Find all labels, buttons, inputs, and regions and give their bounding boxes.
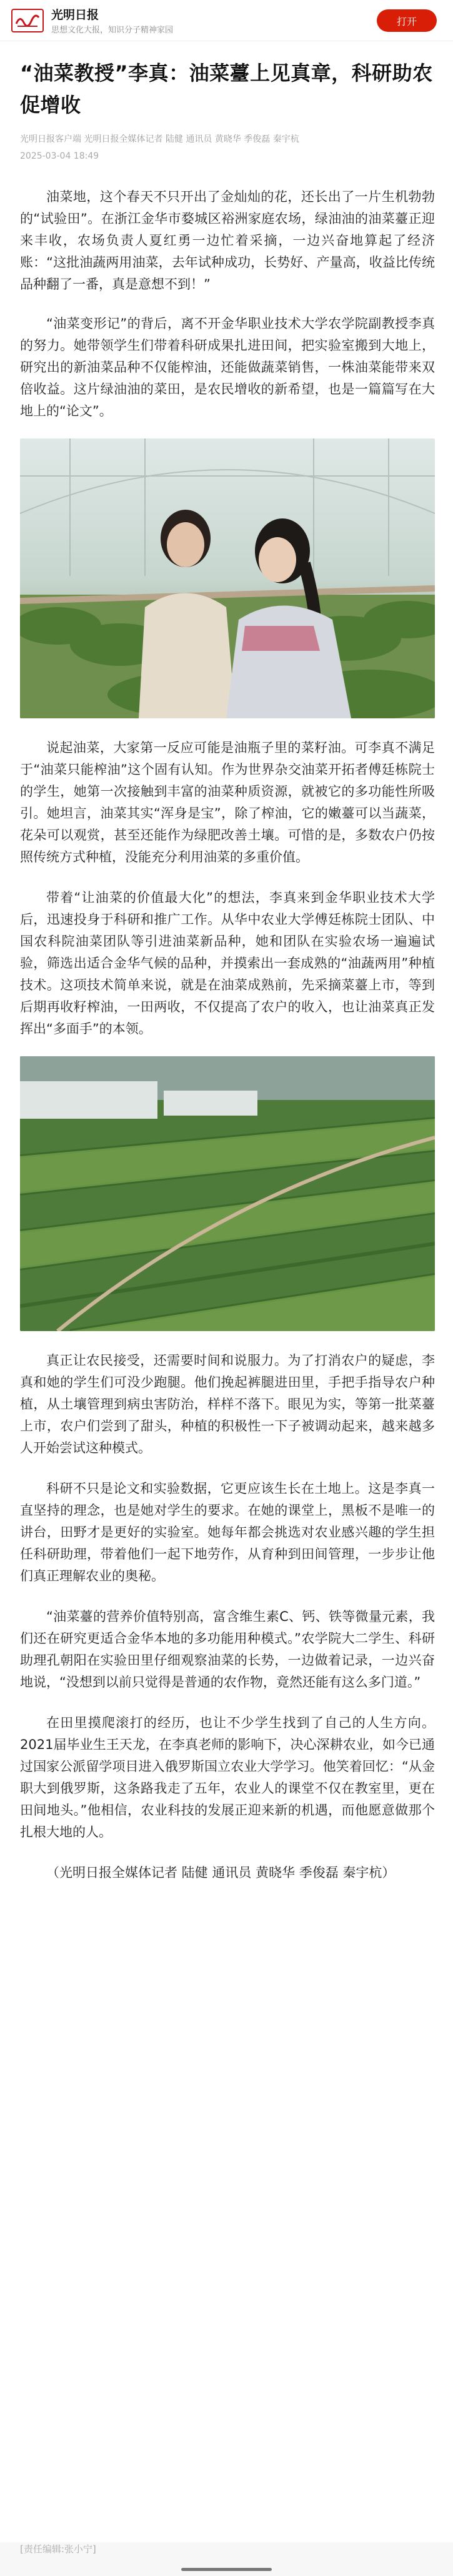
article bbox=[20, 57, 435, 1884]
article-paragraph: 在田里摸爬滚打的经历，也让不少学生找到了自己的人生方向。2021届毕业生王天龙，在李真老师的影响下，决心深耕农业，如今已通过国家公派留学项目进入俄罗斯国立农业大学学习。他笑着回忆：“从金职大到俄罗斯，这条路我走了五年，农业人的课堂不仅在教室里，更在田间地头。”他相信，农业科技的发展正迎来新的机遇，而他愿意做那个扎根大地的人。 bbox=[20, 1715, 435, 1840]
article-paragraph: “油菜变形记”的背后，离不开金华职业技术大学农学院副教授李真的努力。她带领学生们带着科研成果扎进田间，把实验室搬到大地上，研究出的新油菜品种不仅能榨油，还能做蔬菜销售，一株油菜能带来双倍收益。这片绿油油的菜田，是农民增收的新希望，也是一篇篇写在大地上的“论文”。 bbox=[20, 316, 435, 419]
article-date: 2025-03-04 18:49 bbox=[20, 151, 99, 161]
article-byline: 光明日报客户端 光明日报全媒体记者 陆健 通讯员 黄晓华 季俊磊 秦宇杭 bbox=[20, 134, 299, 144]
article-paragraph: 科研不只是论文和实验数据，它更应该生长在土地上。这是李真一直坚持的理念，也是她对学生的要求。在她的课堂上，黑板不是唯一的讲台，田野才是更好的实验室。她每年都会挑选对农业感兴趣的学生担任科研助理，带着他们一起下地劳作，从育种到田间管理，一步步让他们真正理解农业的奥秘。 bbox=[20, 1481, 435, 1583]
app-slogan: 思想文化大报，知识分子精神家园 bbox=[51, 26, 174, 35]
app-name: 光明日报 bbox=[51, 8, 99, 22]
aerial-field-photo bbox=[20, 1056, 435, 1331]
article-paragraph: 带着“让油菜的价值最大化”的想法，李真来到金华职业技术大学后，迅速投身于科研和推广工作。从华中农业大学傅廷栋院士团队、中国农科院油菜团队等引进油菜新品种，她和团队在实验农场一遍遍试验，筛选出适合金华气候的品种，并摸索出一套成熟的“油蔬两用”种植技术。这项技术简单来说，就是在油菜成熟前，先采摘菜薹上市，等到后期再收籽榨油，一田两收，不仅提高了农户的收入，也让油菜真正发挥出“多面手”的本领。 bbox=[20, 890, 435, 1036]
article-title: “油菜教授”李真：油菜薹上见真章，科研助农促增收 bbox=[20, 61, 433, 117]
article-paragraph: 说起油菜，大家第一反应可能是油瓶子里的菜籽油。可李真不满足于“油菜只能榨油”这个固有认知。作为世界杂交油菜开拓者傅廷栋院士的学生，她第一次接触到丰富的油菜种质资源，就被它的多功能性所吸引。她坦言，油菜其实“浑身是宝”，除了榨油，它的嫩薹可以当蔬菜，花朵可以观赏，甚至还能作为绿肥改善土壤。可惜的是，多数农户仍按照传统方式种植，没能充分利用油菜的多重价值。 bbox=[20, 740, 435, 864]
app-header bbox=[0, 0, 453, 41]
home-indicator bbox=[181, 2568, 272, 2571]
article-paragraph: 真正让农民接受，还需要时间和说服力。为了打消农户的疑虑，李真和她的学生们可没少跑腿。他们挽起裤腿进田里，手把手指导农户种植，从土壤管理到病虫害防治，样样不落下。眼见为实，等第一批菜薹上市，农户们尝到了甜头，种植的积极性一下子被调动起来，越来越多人开始尝试这种模式。 bbox=[20, 1353, 435, 1455]
guangming-daily-logo-icon bbox=[11, 9, 44, 32]
article-credit: （光明日报全媒体记者 陆健 通讯员 黄晓华 季俊磊 秦宇杭） bbox=[46, 1865, 396, 1880]
open-app-button[interactable]: 打开 bbox=[377, 9, 437, 32]
responsible-editor: [责任编辑:张小宁] bbox=[20, 2544, 96, 2555]
article-paragraph: “油菜薹的营养价值特别高，富含维生素C、钙、铁等微量元素，我们还在研究更适合金华本地的多功能用种模式。”农学院大二学生、科研助理孔朝阳在实验田里仔细观察油菜的长势，一边做着记录，一边兴奋地说，“没想到以前只觉得是普通的农作物，竟然还能有这么多门道。” bbox=[20, 1609, 435, 1690]
article-paragraph: 油菜地，这个春天不只开出了金灿灿的花，还长出了一片生机勃勃的“试验田”。在浙江金华市婺城区裕洲家庭农场，绿油油的油菜薹正迎来丰收，农场负责人夏红勇一边忙着采摘，一边兴奋地算起了经济账：“这批油蔬两用油菜，去年试种成功，长势好、产量高，收益比传统品种翻了一番，真是意想不到！” bbox=[20, 189, 435, 292]
greenhouse-photo bbox=[20, 438, 435, 718]
